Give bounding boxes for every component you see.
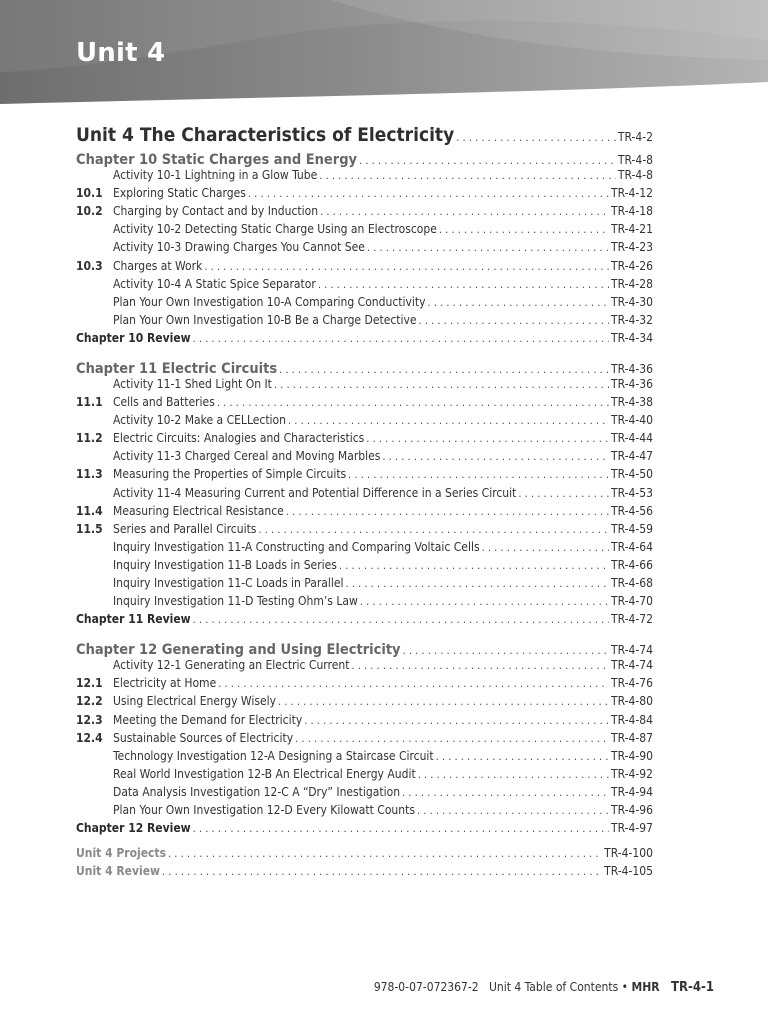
toc-activity-entry[interactable] bbox=[76, 785, 653, 799]
dot-leader bbox=[295, 732, 609, 745]
entry-title: Using Electrical Energy Wisely bbox=[113, 694, 276, 709]
toc-activity-entry[interactable] bbox=[76, 594, 653, 608]
entry-title: Plan Your Own Investigation 10-B Be a Charge Detective bbox=[113, 312, 417, 327]
entry-title: Unit 4 Projects bbox=[76, 846, 166, 861]
entry-title: Real World Investigation 12-B An Electrical Energy Audit bbox=[113, 766, 416, 781]
entry-title: Chapter 10 Review bbox=[76, 330, 191, 345]
footer-section: Unit 4 Table of Contents bbox=[488, 980, 619, 994]
dot-leader bbox=[320, 205, 609, 218]
entry-page: TR-4-80 bbox=[611, 694, 653, 709]
section-number: 10.1 bbox=[76, 186, 103, 201]
dot-leader bbox=[319, 169, 616, 182]
entry-title: Chapter 11 Electric Circuits bbox=[76, 360, 278, 377]
dot-leader bbox=[359, 154, 616, 167]
dot-leader bbox=[518, 487, 609, 500]
entry-title: Inquiry Investigation 11-D Testing Ohm’s Law bbox=[113, 594, 358, 609]
toc-activity-entry[interactable] bbox=[76, 240, 653, 254]
section-number: 11.2 bbox=[76, 431, 103, 446]
dot-leader bbox=[217, 396, 609, 409]
dot-leader bbox=[279, 363, 609, 376]
toc-section-entry[interactable] bbox=[76, 504, 653, 518]
dot-leader bbox=[436, 750, 609, 763]
dot-leader bbox=[278, 695, 609, 708]
entry-page: TR-4-34 bbox=[611, 330, 653, 345]
entry-title: Activity 10-2 Make a CELLection bbox=[113, 413, 286, 428]
dot-leader bbox=[419, 314, 609, 327]
entry-title: Inquiry Investigation 11-A Constructing and Comparing Voltaic Cells bbox=[113, 539, 480, 554]
entry-title: Plan Your Own Investigation 10-A Comparing Conductivity bbox=[113, 294, 426, 309]
section-number: 12.3 bbox=[76, 712, 103, 727]
entry-page: TR-4-12 bbox=[611, 186, 653, 201]
entry-page: TR-4-32 bbox=[611, 312, 653, 327]
toc-activity-entry[interactable] bbox=[76, 449, 653, 463]
entry-page: TR-4-47 bbox=[611, 449, 653, 464]
dot-leader bbox=[218, 677, 609, 690]
entry-title: Technology Investigation 12-A Designing a Staircase Circuit bbox=[113, 748, 434, 763]
toc-section-entry[interactable] bbox=[76, 259, 653, 273]
section-number: 12.4 bbox=[76, 730, 103, 745]
dot-leader bbox=[339, 559, 609, 572]
unit-title: Unit 4 bbox=[76, 38, 166, 68]
entry-title: Chapter 12 Review bbox=[76, 821, 191, 836]
toc-section-entry[interactable] bbox=[76, 731, 653, 745]
dot-leader bbox=[382, 450, 609, 463]
toc-section-entry[interactable] bbox=[76, 204, 653, 218]
entry-title: Activity 12-1 Generating an Electric Current bbox=[113, 658, 350, 673]
toc-section-entry[interactable] bbox=[76, 431, 653, 445]
section-number: 10.3 bbox=[76, 258, 103, 273]
entry-page: TR-4-50 bbox=[611, 467, 653, 482]
dot-leader bbox=[456, 131, 616, 144]
dot-leader bbox=[346, 577, 609, 590]
dot-leader bbox=[274, 378, 609, 391]
dot-leader bbox=[288, 414, 609, 427]
entry-page: TR-4-94 bbox=[611, 784, 653, 799]
unit-banner bbox=[0, 0, 768, 104]
toc-chapter-entry[interactable] bbox=[76, 361, 653, 377]
entry-title: Sustainable Sources of Electricity bbox=[113, 730, 294, 745]
dot-leader bbox=[417, 804, 609, 817]
dot-leader bbox=[366, 432, 609, 445]
entry-page: TR-4-87 bbox=[611, 730, 653, 745]
toc-activity-entry[interactable] bbox=[76, 486, 653, 500]
dot-leader bbox=[351, 659, 609, 672]
dot-leader bbox=[193, 613, 609, 626]
entry-title: Chapter 12 Generating and Using Electricity bbox=[76, 642, 401, 659]
dot-leader bbox=[403, 644, 609, 657]
entry-title: Charging by Contact and by Induction bbox=[113, 204, 319, 219]
entry-page: TR-4-30 bbox=[611, 294, 653, 309]
entry-title: Plan Your Own Investigation 12-D Every Kilowatt Counts bbox=[113, 803, 415, 817]
entry-title: Measuring the Properties of Simple Circuits bbox=[113, 467, 347, 482]
entry-title: Activity 10-4 A Static Spice Separator bbox=[113, 276, 316, 291]
dot-leader bbox=[248, 187, 609, 200]
entry-title: Chapter 11 Review bbox=[76, 612, 191, 627]
section-number: 10.2 bbox=[76, 204, 103, 219]
toc-chapter-entry[interactable] bbox=[76, 152, 653, 168]
dot-leader bbox=[162, 865, 602, 878]
entry-page: TR-4-74 bbox=[611, 658, 653, 673]
dot-leader bbox=[193, 332, 609, 345]
section-number: 11.4 bbox=[76, 503, 103, 518]
entry-title: Inquiry Investigation 11-B Loads in Series bbox=[113, 557, 337, 572]
toc-activity-entry[interactable] bbox=[76, 295, 653, 309]
entry-title: Activity 10-3 Drawing Charges You Cannot See bbox=[113, 240, 365, 255]
dot-leader bbox=[168, 847, 602, 860]
entry-page: TR-4-96 bbox=[611, 803, 653, 817]
toc-section-entry[interactable] bbox=[76, 395, 653, 409]
entry-title: Activity 10-1 Lightning in a Glow Tube bbox=[113, 168, 318, 182]
entry-title: Series and Parallel Circuits bbox=[113, 521, 257, 536]
entry-page: TR-4-70 bbox=[611, 594, 653, 609]
toc-activity-entry[interactable] bbox=[76, 658, 653, 672]
entry-page: TR-4-72 bbox=[611, 612, 653, 627]
dot-leader bbox=[428, 296, 609, 309]
entry-page: TR-4-68 bbox=[611, 576, 653, 590]
dot-leader bbox=[304, 714, 609, 727]
dot-leader bbox=[367, 241, 609, 254]
entry-title: Cells and Batteries bbox=[113, 395, 215, 409]
entry-page: TR-4-44 bbox=[611, 431, 653, 446]
entry-page: TR-4-105 bbox=[604, 864, 653, 879]
entry-page: TR-4-18 bbox=[611, 204, 653, 219]
toc-activity-entry[interactable] bbox=[76, 222, 653, 236]
toc-unit-entry[interactable] bbox=[76, 124, 653, 146]
toc-activity-entry[interactable] bbox=[76, 558, 653, 572]
toc-section-entry[interactable] bbox=[76, 713, 653, 727]
entry-page: TR-4-28 bbox=[611, 276, 653, 291]
section-number: 11.1 bbox=[76, 395, 103, 409]
toc-section-entry[interactable] bbox=[76, 522, 653, 536]
toc-activity-entry[interactable] bbox=[76, 313, 653, 327]
isbn: 978-0-07-072367-2 bbox=[373, 980, 479, 994]
entry-page: TR-4-100 bbox=[604, 846, 653, 861]
dot-leader bbox=[193, 822, 609, 835]
dot-leader bbox=[318, 278, 609, 291]
entry-title: Electric Circuits: Analogies and Characteristics bbox=[113, 431, 365, 446]
toc-review-entry[interactable] bbox=[76, 821, 653, 835]
dot-leader bbox=[258, 523, 609, 536]
entry-title: Charges at Work bbox=[113, 258, 203, 273]
entry-title: Data Analysis Investigation 12-C A “Dry” Inestigation bbox=[113, 784, 401, 799]
entry-page: TR-4-64 bbox=[611, 539, 653, 554]
entry-page: TR-4-97 bbox=[611, 821, 653, 836]
entry-title: Chapter 10 Static Charges and Energy bbox=[76, 152, 358, 168]
entry-page: TR-4-8 bbox=[617, 168, 653, 182]
entry-page: TR-4-26 bbox=[611, 258, 653, 273]
entry-page: TR-4-36 bbox=[611, 361, 653, 376]
toc-activity-entry[interactable] bbox=[76, 277, 653, 291]
footer-bullet: • bbox=[621, 980, 629, 994]
toc-unitend-entry[interactable] bbox=[76, 864, 653, 878]
dot-leader bbox=[204, 260, 609, 273]
toc-review-entry[interactable] bbox=[76, 331, 653, 345]
toc-section-entry[interactable] bbox=[76, 467, 653, 481]
toc-activity-entry[interactable] bbox=[76, 576, 653, 590]
entry-title: Activity 10-2 Detecting Static Charge Using an Electroscope bbox=[113, 222, 437, 237]
dot-leader bbox=[402, 786, 609, 799]
entry-title: Electricity at Home bbox=[113, 676, 217, 691]
entry-page: TR-4-66 bbox=[611, 557, 653, 572]
entry-page: TR-4-90 bbox=[611, 748, 653, 763]
entry-page: TR-4-76 bbox=[611, 676, 653, 691]
publisher: MHR bbox=[631, 980, 660, 994]
entry-title: Activity 11-3 Charged Cereal and Moving Marbles bbox=[113, 449, 381, 464]
entry-page: TR-4-84 bbox=[611, 712, 653, 727]
entry-title: Unit 4 Review bbox=[76, 864, 161, 879]
entry-page: TR-4-2 bbox=[617, 130, 653, 144]
entry-title: Meeting the Demand for Electricity bbox=[113, 712, 303, 727]
entry-title: Activity 11-4 Measuring Current and Potential Difference in a Series Circuit bbox=[113, 485, 517, 500]
toc-activity-entry[interactable] bbox=[76, 767, 653, 781]
toc-section-entry[interactable] bbox=[76, 186, 653, 200]
entry-page: TR-4-92 bbox=[611, 766, 653, 781]
toc-activity-entry[interactable] bbox=[76, 749, 653, 763]
dot-leader bbox=[286, 505, 609, 518]
page-number: TR-4-1 bbox=[671, 980, 714, 995]
toc-activity-entry[interactable] bbox=[76, 377, 653, 391]
page-footer bbox=[374, 980, 714, 995]
entry-page: TR-4-23 bbox=[611, 240, 653, 255]
entry-page: TR-4-21 bbox=[611, 222, 653, 237]
toc-activity-entry[interactable] bbox=[76, 168, 653, 182]
entry-title: Exploring Static Charges bbox=[113, 186, 246, 201]
dot-leader bbox=[482, 541, 609, 554]
entry-page: TR-4-36 bbox=[611, 376, 653, 391]
entry-title: Inquiry Investigation 11-C Loads in Parallel bbox=[113, 576, 344, 590]
entry-page: TR-4-59 bbox=[611, 521, 653, 536]
toc-activity-entry[interactable] bbox=[76, 540, 653, 554]
dot-leader bbox=[418, 768, 609, 781]
dot-leader bbox=[439, 223, 609, 236]
entry-title: Measuring Electrical Resistance bbox=[113, 503, 284, 518]
entry-page: TR-4-74 bbox=[611, 643, 653, 658]
entry-title: Unit 4 The Characteristics of Electricity bbox=[76, 124, 455, 146]
toc-chapter-entry[interactable] bbox=[76, 642, 653, 658]
toc-activity-entry[interactable] bbox=[76, 413, 653, 427]
section-number: 11.3 bbox=[76, 467, 103, 482]
entry-page: TR-4-56 bbox=[611, 503, 653, 518]
entry-page: TR-4-40 bbox=[611, 413, 653, 428]
section-number: 12.2 bbox=[76, 694, 103, 709]
toc-section-entry[interactable] bbox=[76, 694, 653, 708]
toc-unitend-entry[interactable] bbox=[76, 846, 653, 860]
section-number: 12.1 bbox=[76, 676, 103, 691]
dot-leader bbox=[348, 468, 609, 481]
toc-section-entry[interactable] bbox=[76, 676, 653, 690]
entry-page: TR-4-8 bbox=[617, 153, 653, 167]
toc-activity-entry[interactable] bbox=[76, 803, 653, 817]
entry-page: TR-4-38 bbox=[611, 395, 653, 409]
toc-review-entry[interactable] bbox=[76, 612, 653, 626]
entry-page: TR-4-53 bbox=[611, 485, 653, 500]
entry-title: Activity 11-1 Shed Light On It bbox=[113, 376, 272, 391]
dot-leader bbox=[360, 595, 609, 608]
section-number: 11.5 bbox=[76, 521, 103, 536]
